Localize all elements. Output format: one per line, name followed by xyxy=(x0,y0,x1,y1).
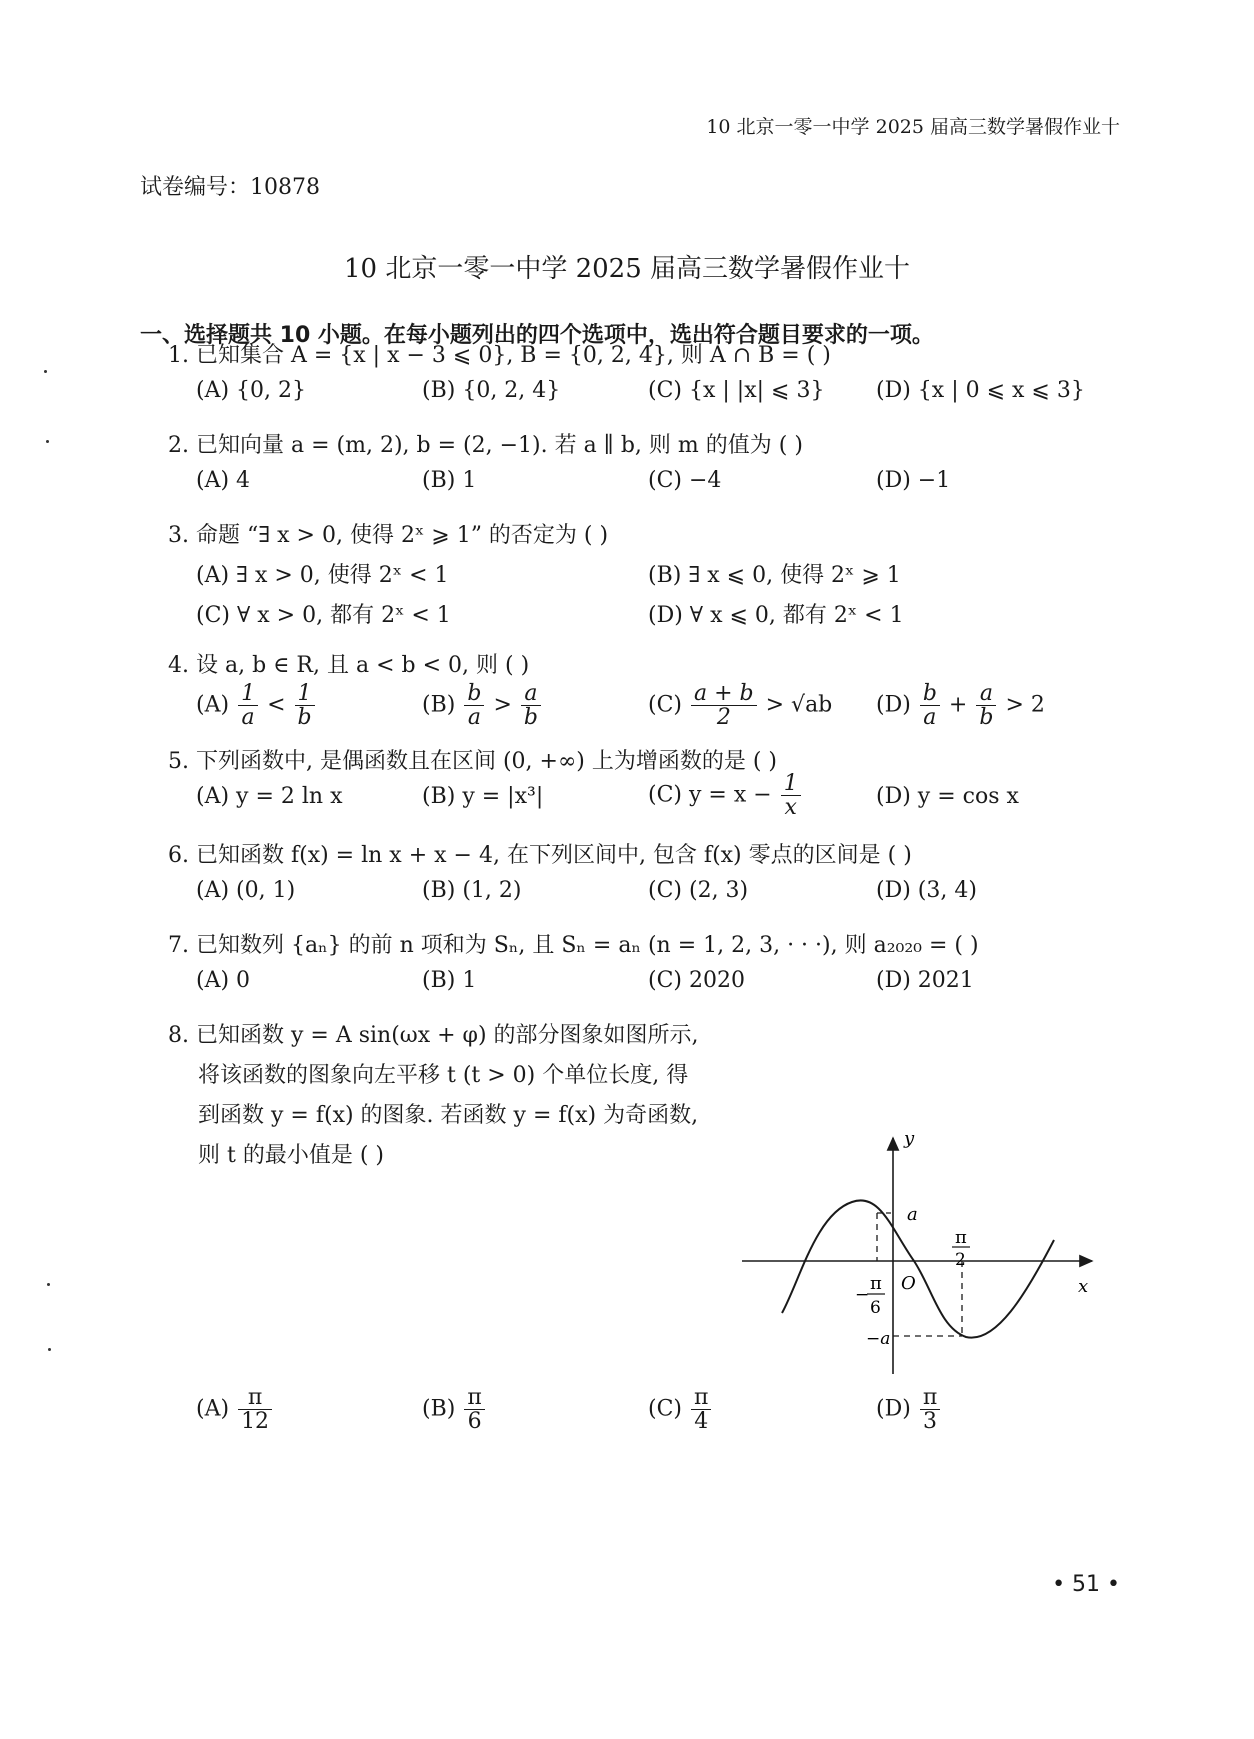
question-3-option-b: (B) ∃ x ⩽ 0, 使得 2ˣ ⩾ 1 xyxy=(648,563,901,588)
running-head: 10 北京一零一中学 2025 届高三数学暑假作业十 xyxy=(706,116,1120,138)
a-label: a xyxy=(907,1204,918,1225)
question-1-option-c: (C) {x | |x| ⩽ 3} xyxy=(648,378,825,403)
origin-label: O xyxy=(901,1273,916,1294)
pi-2-numerator: π xyxy=(955,1227,967,1248)
question-6-option-a: (A) (0, 1) xyxy=(196,878,296,903)
pi-6-numerator: π xyxy=(870,1273,882,1294)
question-6-option-b: (B) (1, 2) xyxy=(422,878,522,903)
question-4-option-a: (A) $\frac{1}{a}$ < $\frac{1}{b}$ xyxy=(196,682,317,729)
question-4-option-d: (D) $\frac{b}{a}$ + $\frac{a}{b}$ > 2 xyxy=(876,681,1045,731)
page-number: • 51 • xyxy=(1052,1572,1120,1597)
question-5-stem: 5. 下列函数中, 是偶函数且在区间 (0, +∞) 上为增函数的是 ( ) xyxy=(168,749,778,774)
question-8-option-b: (B) $\frac{\pi}{6}$ xyxy=(422,1386,487,1433)
question-5-option-d: (D) y = cos x xyxy=(876,784,1019,809)
question-1-option-a: (A) {0, 2} xyxy=(196,378,307,403)
question-6-option-c: (C) (2, 3) xyxy=(648,878,749,903)
question-8-line-3: 到函数 y = f(x) 的图象. 若函数 y = f(x) 为奇函数, xyxy=(198,1103,699,1128)
question-4-option-b: (B) $\frac{b}{a}$ > $\frac{a}{b}$ xyxy=(422,682,543,729)
question-3-option-a: (A) ∃ x > 0, 使得 2ˣ < 1 xyxy=(196,563,449,588)
question-8-line-2: 将该函数的图象向左平移 t (t > 0) 个单位长度, 得 xyxy=(198,1063,689,1088)
question-2-option-b: (B) 1 xyxy=(422,468,477,493)
question-3-option-c: (C) ∀ x > 0, 都有 2ˣ < 1 xyxy=(196,603,451,628)
question-7-option-a: (A) 0 xyxy=(196,968,251,993)
sine-curve xyxy=(782,1200,1054,1337)
section-heading: 一、选择题共 10 小题。在每小题列出的四个选项中，选出符合题目要求的一项。 xyxy=(140,323,934,348)
x-axis-label: x xyxy=(1078,1276,1089,1297)
question-4-stem: 4. 设 a, b ∈ R, 且 a < b < 0, 则 ( ) xyxy=(168,653,530,678)
question-1-option-b: (B) {0, 2, 4} xyxy=(422,378,561,403)
question-7-option-b: (B) 1 xyxy=(422,968,477,993)
question-2-option-d: (D) −1 xyxy=(876,468,951,493)
question-5-option-a: (A) y = 2 ln x xyxy=(196,784,343,809)
scan-speck xyxy=(46,440,49,443)
question-7-option-d: (D) 2021 xyxy=(876,968,974,993)
question-3-stem: 3. 命题 “∃ x > 0, 使得 2ˣ ⩾ 1” 的否定为 ( ) xyxy=(168,523,609,548)
question-8-line-4: 则 t 的最小值是 ( ) xyxy=(198,1143,384,1168)
question-6-stem: 6. 已知函数 f(x) = ln x + x − 4, 在下列区间中, 包含 f(x) 零点的区间是 ( ) xyxy=(168,843,912,868)
pi-6-denominator: 6 xyxy=(870,1298,881,1318)
page-title: 10 北京一零一中学 2025 届高三数学暑假作业十 xyxy=(343,254,911,284)
question-7-stem: 7. 已知数列 {aₙ} 的前 n 项和为 Sₙ, 且 Sₙ = aₙ (n = 1, 2, 3, · · ·), 则 a₂₀₂₀ = ( ) xyxy=(168,933,979,958)
question-1-option-d: (D) {x | 0 ⩽ x ⩽ 3} xyxy=(876,378,1085,403)
question-6-option-d: (D) (3, 4) xyxy=(876,878,977,903)
y-axis-label: y xyxy=(904,1130,915,1149)
question-2-option-a: (A) 4 xyxy=(196,468,251,493)
question-5-option-b: (B) y = |x³| xyxy=(422,784,544,809)
question-8-option-d: (D) $\frac{\pi}{3}$ xyxy=(876,1386,942,1433)
pi-6-minus: − xyxy=(855,1285,870,1305)
scan-speck xyxy=(48,1348,51,1351)
paper-number: 试卷编号：10878 xyxy=(140,175,320,200)
pi-2-denominator: 2 xyxy=(955,1250,966,1270)
question-8-line-1: 8. 已知函数 y = A sin(ωx + φ) 的部分图象如图所示, xyxy=(168,1023,699,1048)
question-8-option-a: (A) $\frac{\pi}{12}$ xyxy=(196,1386,274,1433)
question-2-option-c: (C) −4 xyxy=(648,468,722,493)
question-5-option-c: (C) y = x − $\frac{1}{x}$ xyxy=(648,772,803,819)
question-4-option-c: (C) $\frac{a + b}{2}$ > √ab xyxy=(648,681,833,731)
scan-speck xyxy=(47,1283,50,1286)
neg-a-label: −a xyxy=(866,1329,891,1349)
question-8-option-c: (C) $\frac{\pi}{4}$ xyxy=(648,1386,713,1433)
question-3-option-d: (D) ∀ x ⩽ 0, 都有 2ˣ < 1 xyxy=(648,603,904,628)
sine-graph xyxy=(740,1130,1100,1380)
question-1-stem: 1. 已知集合 A = {x | x − 3 ⩽ 0}, B = {0, 2, 4}, 则 A ∩ B = ( ) xyxy=(168,343,831,368)
scan-speck xyxy=(44,370,47,373)
question-2-stem: 2. 已知向量 a = (m, 2), b = (2, −1). 若 a ∥ b, 则 m 的值为 ( ) xyxy=(168,433,803,458)
question-7-option-c: (C) 2020 xyxy=(648,968,745,993)
